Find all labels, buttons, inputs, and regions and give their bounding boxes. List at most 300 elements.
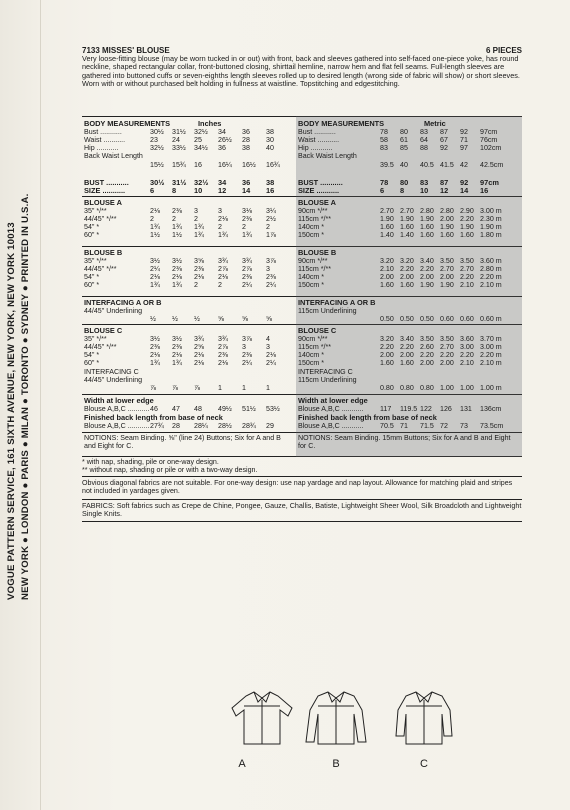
blouse-b-row-value: 2¼ <box>266 281 276 289</box>
interfacing-ab-row-value: 0.60 <box>440 315 454 323</box>
view-b-sketch <box>300 688 372 752</box>
blouse-c-title: BLOUSE C <box>84 326 123 335</box>
footnote-no-nap: ** without nap, shading or pile or with a two-way design. <box>82 466 522 476</box>
blouse-c-row-value: 3.20 <box>380 335 394 343</box>
blouse-a-row-value: 1.40 <box>400 231 414 239</box>
interfacing-c-row-value: ⅞ <box>194 384 200 392</box>
back-waist-row-value: 15¾ <box>172 161 186 169</box>
blouse-c-row-value: 2⅞ <box>218 343 228 351</box>
interfacing-c-row-value: 0.80 <box>380 384 394 392</box>
interfacing-ab-title: INTERFACING A OR B <box>84 298 162 307</box>
interfacing-ab-row-value: 0.60 <box>460 315 474 323</box>
blouse-c-title: BLOUSE C <box>298 326 337 335</box>
blouse-c-row-value: 2.20 <box>380 343 394 351</box>
size-row-value: 8 <box>400 186 405 195</box>
table-rule <box>296 116 522 117</box>
size-row-value: 14 <box>242 186 251 195</box>
blouse-a-row-value: 2½ <box>266 215 276 223</box>
interfacing-ab-row-value: ⅝ <box>266 315 272 323</box>
table-rule <box>82 432 296 433</box>
blouse-b-row-value: 2.70 <box>440 265 454 273</box>
size-row-label: SIZE ........... <box>298 186 340 195</box>
back-length-row-value: 28¾ <box>242 422 256 430</box>
blouse-b-row-value: 2.10 <box>380 265 394 273</box>
waist-row-value: 58 <box>380 136 388 144</box>
size-row-label: SIZE ........... <box>84 186 126 195</box>
blouse-a-row-label: 54" * <box>84 223 100 231</box>
blouse-b-row-value: 2.20 <box>460 273 474 281</box>
waist-row-value: 76cm <box>480 136 498 144</box>
blouse-c-row-value: 3.00 <box>460 343 474 351</box>
blouse-a-title: BLOUSE A <box>84 198 122 207</box>
blouse-a-row-value: 2.70 <box>380 207 394 215</box>
blouse-a-row-value: 1⅞ <box>266 231 276 239</box>
waist-row-value: 71 <box>460 136 468 144</box>
blouse-c-row-label: 35" */** <box>84 335 107 343</box>
blouse-a-row-value: 2.70 <box>400 207 414 215</box>
blouse-c-row-value: 2.20 <box>400 343 414 351</box>
table-rule <box>296 246 522 247</box>
blouse-b-row-value: 2⅛ <box>172 273 182 281</box>
blouse-c-row-label: 44/45" */** <box>84 343 117 351</box>
notions-text: NOTIONS: Seam Binding. 15mm Buttons; Six for A and B and Eight for C. <box>298 434 511 451</box>
blouse-a-row-value: 1.90 m <box>480 223 502 231</box>
blouse-b-row-value: 2.00 <box>440 273 454 281</box>
blouse-c-row-value: 2⅛ <box>172 351 182 359</box>
blouse-b-row-label: 150cm * <box>298 281 325 289</box>
interfacing-c-row-value: 1 <box>266 384 270 392</box>
interfacing-c-title: INTERFACING C <box>84 368 139 376</box>
interfacing-ab-label: 44/45" Underlining <box>84 307 143 315</box>
blouse-b-row-value: 2.00 <box>420 273 434 281</box>
table-rule <box>82 196 296 197</box>
back-length-row-value: 72 <box>440 422 448 430</box>
table-rule <box>296 324 522 325</box>
blouse-c-row-label: 140cm * <box>298 351 325 359</box>
blouse-c-row-value: 3 <box>266 343 270 351</box>
blouse-b-row-label: 60" * <box>84 281 100 289</box>
blouse-c-row-value: 1.60 <box>400 359 414 367</box>
back-length-row-value: 71 <box>400 422 408 430</box>
blouse-c-row-label: 60" * <box>84 359 100 367</box>
blouse-c-row-value: 2⅛ <box>218 359 228 367</box>
size-row-value: 16 <box>266 186 275 195</box>
width-row-value: 122 <box>420 405 432 413</box>
size-row-value: 12 <box>218 186 227 195</box>
blouse-c-row-value: 3.70 m <box>480 335 502 343</box>
blouse-b-row-label: 35" */** <box>84 257 107 265</box>
bust-row-value: 32½ <box>194 128 208 136</box>
interfacing-c-label: 115cm Underlining <box>298 376 357 384</box>
blouse-b-title: BLOUSE B <box>84 248 123 257</box>
blouse-b-row-value: 3.20 <box>400 257 414 265</box>
blouse-b-row-value: 2.10 <box>460 281 474 289</box>
size-row-value: 10 <box>194 186 203 195</box>
blouse-b-row-value: 2⅛ <box>150 273 160 281</box>
notions-text: NOTIONS: Seam Binding. ⅝" (line 24) Buttons; Six for A and B and Eight for C. <box>84 434 281 451</box>
blouse-c-row-value: 2.00 <box>440 359 454 367</box>
blouse-c-row-value: 3.50 <box>420 335 434 343</box>
unit-label: Metric <box>424 119 446 128</box>
blouse-b-row-label: 44/45" */** <box>84 265 117 273</box>
blouse-a-row-value: 3 <box>218 207 222 215</box>
view-a-sketch <box>226 688 298 752</box>
pieces-count: 6 PIECES <box>485 46 522 55</box>
view-c-label: C <box>420 758 428 770</box>
blouse-a-row-value: 2⅜ <box>242 215 252 223</box>
waist-row-value: 30 <box>266 136 274 144</box>
blouse-b-row-value: 1.90 <box>420 281 434 289</box>
interfacing-c-row-value: ⅞ <box>172 384 178 392</box>
back-length-row-value: 29 <box>266 422 274 430</box>
blouse-b-row-value: 3.40 <box>420 257 434 265</box>
size-row-value: 16 <box>480 186 489 195</box>
back-waist-row-value: 42.5cm <box>480 161 504 169</box>
blouse-c-row-value: 1¾ <box>172 359 182 367</box>
blouse-a-row-value: 1¾ <box>172 223 182 231</box>
blouse-a-row-value: 1.60 <box>420 223 434 231</box>
waist-row-value: 28 <box>242 136 250 144</box>
width-row-label: Blouse A,B,C ........... <box>84 405 150 413</box>
interfacing-ab-row-value: 0.50 <box>400 315 414 323</box>
blouse-b-row-value: 2⅜ <box>172 265 182 273</box>
blouse-c-row-label: 54" * <box>84 351 100 359</box>
width-row-value: 51½ <box>242 405 256 413</box>
blouse-c-row-value: 2¼ <box>266 359 276 367</box>
back-waist-row-value: 16¾ <box>266 161 280 169</box>
blouse-c-row-label: 115cm */** <box>298 343 331 351</box>
publisher-cities: NEW YORK ● LONDON ● PARIS ● MILAN ● TORONTO ● SYDNEY ● PRINTED IN U.S.A. <box>20 193 31 600</box>
hip-row-value: 97 <box>460 144 468 152</box>
blouse-a-row-value: 2⅜ <box>172 207 182 215</box>
blouse-c-row-label: 90cm */** <box>298 335 328 343</box>
interfacing-ab-row-value: ½ <box>150 315 156 323</box>
bust-row-value: 38 <box>266 128 274 136</box>
blouse-b-row-value: 2.20 m <box>480 273 502 281</box>
bust-row-value: 80 <box>400 128 408 136</box>
publisher-address: VOGUE PATTERN SERVICE, 161 SIXTH AVENUE, NEW YORK, NEW YORK 10013 <box>6 222 17 600</box>
blouse-a-row-value: 2 <box>242 223 246 231</box>
back-length-row-value: 27¾ <box>150 422 164 430</box>
size-row-value: 8 <box>172 186 177 195</box>
notes-section <box>82 458 522 522</box>
width-row-value: 46 <box>150 405 158 413</box>
table-rule <box>296 196 522 197</box>
hip-row-value: 38 <box>242 144 250 152</box>
interfacing-ab-row-value: 0.50 <box>420 315 434 323</box>
blouse-a-row-value: 1¾ <box>194 223 204 231</box>
blouse-a-row-label: 35" */** <box>84 207 107 215</box>
blouse-a-row-value: 1.90 <box>380 215 394 223</box>
width-row-value: 47 <box>172 405 180 413</box>
bust-size-row-value: 97cm <box>480 178 499 187</box>
waist-row-value: 24 <box>172 136 180 144</box>
bust-row-value: 92 <box>460 128 468 136</box>
bust-size-row-value: 36 <box>242 178 251 187</box>
bust-row-value: 78 <box>380 128 388 136</box>
back-waist-row-value: 40 <box>400 161 408 169</box>
blouse-c-row-value: 2.20 <box>460 351 474 359</box>
blouse-a-row-value: 1.60 <box>400 223 414 231</box>
blouse-c-row-value: 2¼ <box>242 359 252 367</box>
size-row-value: 6 <box>150 186 155 195</box>
pattern-description: Very loose-fitting blouse (may be worn tucked in or out) with front, back and sleeves gathered into self-faced one-piece yoke, has round neckline, shaped rectangular collar, front-buttoned closing, shirttail hemline, narrow hem and flat fell seams. Full-length sleeves are gathered into buttoned cuffs or seven-eighths length sleeves rolled up to desired length (wrong side of fabric will show) or short sleeves. Worn with or without purchased belt holding in fullness at waistline. Topstitching and edgestitching. <box>82 54 520 89</box>
blouse-b-row-value: 3.50 <box>460 257 474 265</box>
blouse-a-row-value: 1.90 <box>400 215 414 223</box>
back-length-title: Finished back length from base of neck <box>298 413 437 422</box>
waist-row-label: Waist ........... <box>84 136 126 144</box>
width-row-value: 136cm <box>480 405 502 413</box>
blouse-a-row-value: 3 <box>194 207 198 215</box>
blouse-b-row-value: 1¾ <box>150 281 160 289</box>
fabrics-list: FABRICS: Soft fabrics such as Crepe de Chine, Pongee, Gauze, Challis, Batiste, Lightweight Sheer Wool, Silk Broadcloth and Lightweight Single Knits. <box>82 499 522 522</box>
blouse-c-row-value: 3 <box>242 343 246 351</box>
blouse-b-row-value: 2⅞ <box>242 265 252 273</box>
bust-size-row-label: BUST ........... <box>298 178 343 187</box>
blouse-a-row-value: 2.80 <box>440 207 454 215</box>
size-row-value: 12 <box>440 186 449 195</box>
interfacing-ab-row-value: ½ <box>172 315 178 323</box>
blouse-a-title: BLOUSE A <box>298 198 336 207</box>
back-length-row-value: 28 <box>172 422 180 430</box>
hip-row-value: 85 <box>400 144 408 152</box>
hip-row-value: 92 <box>440 144 448 152</box>
table-rule <box>296 432 522 433</box>
interfacing-c-row-value: 1.00 <box>460 384 474 392</box>
interfacing-ab-row-value: ⅝ <box>218 315 224 323</box>
interfacing-c-row-value: ⅞ <box>150 384 156 392</box>
blouse-c-row-value: 2.00 <box>400 351 414 359</box>
blouse-b-row-value: 2⅞ <box>218 265 228 273</box>
blouse-c-row-value: 1¾ <box>150 359 160 367</box>
blouse-a-row-label: 140cm * <box>298 223 325 231</box>
blouse-a-row-value: 1.80 m <box>480 231 502 239</box>
blouse-a-row-label: 60" * <box>84 231 100 239</box>
blouse-c-row-value: 2⅜ <box>150 343 160 351</box>
table-rule <box>296 456 522 457</box>
blouse-a-row-value: 1.60 <box>440 231 454 239</box>
blouse-a-row-value: 1.90 <box>420 215 434 223</box>
waist-row-value: 67 <box>440 136 448 144</box>
bust-size-row-value: 83 <box>420 178 429 187</box>
table-rule <box>82 456 296 457</box>
back-length-row-value: 28¼ <box>194 422 208 430</box>
interfacing-c-row-value: 1.00 m <box>480 384 502 392</box>
blouse-a-row-label: 150cm * <box>298 231 325 239</box>
width-title: Width at lower edge <box>298 396 368 405</box>
blouse-b-row-value: 2⅜ <box>194 265 204 273</box>
blouse-b-row-value: 3¾ <box>242 257 252 265</box>
interfacing-c-row-value: 1 <box>218 384 222 392</box>
blouse-a-row-value: 1½ <box>172 231 182 239</box>
blouse-b-row-value: 3½ <box>172 257 182 265</box>
back-waist-label: Back Waist Length <box>84 152 143 160</box>
interfacing-ab-row-value: 0.60 m <box>480 315 502 323</box>
fold-line <box>40 0 41 810</box>
blouse-c-row-value: 4 <box>266 335 270 343</box>
interfacing-c-row-value: 0.80 <box>420 384 434 392</box>
blouse-c-row-value: 3½ <box>150 335 160 343</box>
hip-row-value: 34½ <box>194 144 208 152</box>
body-measurements-title: BODY MEASUREMENTS <box>84 119 171 128</box>
blouse-b-row-value: 3½ <box>150 257 160 265</box>
blouse-c-row-value: 2⅛ <box>150 351 160 359</box>
size-row-value: 6 <box>380 186 385 195</box>
interfacing-ab-row-value: ⅝ <box>242 315 248 323</box>
blouse-c-row-value: 2.20 m <box>480 351 502 359</box>
interfacing-ab-row-value: ½ <box>194 315 200 323</box>
blouse-b-row-value: 3.50 <box>440 257 454 265</box>
footnote-nap: * with nap, shading, pile or one-way design. <box>82 458 219 466</box>
blouse-b-row-value: 3⅝ <box>194 257 204 265</box>
blouse-a-row-value: 1¾ <box>194 231 204 239</box>
blouse-b-row-value: 2¼ <box>242 281 252 289</box>
blouse-a-row-label: 115cm */** <box>298 215 331 223</box>
fabric-advice: Obvious diagonal fabrics are not suitable. For one-way design: use nap yardage and nap layout. Allowance for matching plaid and stripes not included in yardages given. <box>82 478 513 496</box>
hip-row-value: 32½ <box>150 144 164 152</box>
blouse-b-row-label: 54" * <box>84 273 100 281</box>
back-length-row-value: 71.5 <box>420 422 434 430</box>
blouse-c-row-label: 150cm * <box>298 359 325 367</box>
blouse-a-row-value: 2.30 m <box>480 215 502 223</box>
blouse-b-row-value: 2.70 <box>460 265 474 273</box>
blouse-c-row-value: 2⅛ <box>194 351 204 359</box>
table-rule <box>82 296 296 297</box>
blouse-b-row-value: 1.60 <box>400 281 414 289</box>
blouse-b-row-value: 2 <box>194 281 198 289</box>
back-waist-label: Back Waist Length <box>298 152 357 160</box>
blouse-b-row-label: 115cm */** <box>298 265 331 273</box>
width-row-value: 53½ <box>266 405 280 413</box>
blouse-a-row-value: 2.90 <box>460 207 474 215</box>
back-waist-row-value: 40.5 <box>420 161 434 169</box>
blouse-a-row-value: 2⅛ <box>150 207 160 215</box>
blouse-c-row-value: 3⅞ <box>242 335 252 343</box>
bust-row-value: 31½ <box>172 128 186 136</box>
width-row-value: 48 <box>194 405 202 413</box>
blouse-b-row-value: 2⅛ <box>194 273 204 281</box>
width-row-value: 49½ <box>218 405 232 413</box>
width-row-value: 126 <box>440 405 452 413</box>
blouse-a-row-value: 2 <box>194 215 198 223</box>
blouse-a-row-value: 2 <box>150 215 154 223</box>
bust-size-row-value: 34 <box>218 178 227 187</box>
view-b-label: B <box>332 758 340 770</box>
interfacing-c-row-value: 1 <box>242 384 246 392</box>
measurement-tables <box>82 116 522 456</box>
blouse-a-row-label: 44/45" */** <box>84 215 117 223</box>
hip-row-value: 83 <box>380 144 388 152</box>
back-length-row-value: 73.5cm <box>480 422 504 430</box>
size-row-value: 10 <box>420 186 429 195</box>
blouse-a-row-value: 2 <box>172 215 176 223</box>
blouse-c-row-value: 2⅜ <box>218 351 228 359</box>
bust-size-row-label: BUST ........... <box>84 178 129 187</box>
blouse-a-row-label: 90cm */** <box>298 207 328 215</box>
width-row-value: 119.5 <box>400 405 418 413</box>
blouse-c-row-value: 2⅝ <box>194 343 204 351</box>
back-waist-row-value: 16 <box>194 161 202 169</box>
back-length-row-value: 70.5 <box>380 422 394 430</box>
waist-row-label: Waist ........... <box>298 136 340 144</box>
blouse-b-row-value: 2.00 <box>380 273 394 281</box>
back-waist-row-value: 15½ <box>150 161 164 169</box>
width-row-label: Blouse A,B,C ........... <box>298 405 364 413</box>
interfacing-ab-row-value: 0.50 <box>380 315 394 323</box>
blouse-a-row-value: 3.00 m <box>480 207 502 215</box>
blouse-a-row-value: 3⅛ <box>242 207 252 215</box>
blouse-a-row-value: 2 <box>218 223 222 231</box>
blouse-b-title: BLOUSE B <box>298 248 337 257</box>
blouse-a-row-value: 2.20 <box>460 215 474 223</box>
blouse-b-row-label: 90cm */** <box>298 257 328 265</box>
blouse-c-row-value: 2.00 <box>380 351 394 359</box>
bust-row-label: Bust ........... <box>84 128 122 136</box>
blouse-c-row-value: 3¾ <box>218 335 228 343</box>
blouse-b-row-value: 2 <box>218 281 222 289</box>
waist-row-value: 25 <box>194 136 202 144</box>
blouse-c-row-value: 3.60 <box>460 335 474 343</box>
width-row-value: 117 <box>380 405 392 413</box>
bust-row-value: 30½ <box>150 128 164 136</box>
hip-row-label: Hip ........... <box>298 144 333 152</box>
bust-size-row-value: 32½ <box>194 178 209 187</box>
waist-row-value: 61 <box>400 136 408 144</box>
blouse-c-row-value: 2.60 <box>420 343 434 351</box>
blouse-c-row-value: 2.10 <box>460 359 474 367</box>
blouse-c-row-value: 1.60 <box>380 359 394 367</box>
interfacing-ab-label: 115cm Underlining <box>298 307 357 315</box>
bust-size-row-value: 31½ <box>172 178 187 187</box>
blouse-c-row-value: 2.20 <box>440 351 454 359</box>
blouse-b-row-value: 3¾ <box>218 257 228 265</box>
bust-row-value: 36 <box>242 128 250 136</box>
blouse-a-row-value: 2 <box>266 223 270 231</box>
publisher-imprint <box>4 40 40 600</box>
back-length-title: Finished back length from base of neck <box>84 413 223 422</box>
hip-row-value: 102cm <box>480 144 502 152</box>
back-waist-row-value: 16¼ <box>218 161 232 169</box>
blouse-b-row-value: 3.60 m <box>480 257 502 265</box>
blouse-c-row-value: 2⅜ <box>172 343 182 351</box>
back-waist-row-value: 39.5 <box>380 161 394 169</box>
blouse-b-row-value: 2¼ <box>150 265 160 273</box>
hip-row-value: 36 <box>218 144 226 152</box>
blouse-c-row-value: 3.40 <box>400 335 414 343</box>
blouse-c-row-value: 3¾ <box>194 335 204 343</box>
blouse-b-row-value: 1.60 <box>380 281 394 289</box>
table-rule <box>82 394 296 395</box>
blouse-b-row-value: 2.20 <box>400 265 414 273</box>
interfacing-c-title: INTERFACING C <box>298 368 353 376</box>
waist-row-value: 26½ <box>218 136 232 144</box>
blouse-c-row-value: 2⅛ <box>266 351 276 359</box>
blouse-b-row-value: 1¾ <box>172 281 182 289</box>
blouse-a-row-value: 1.60 <box>380 223 394 231</box>
blouse-a-row-value: 1.90 <box>460 223 474 231</box>
metric-table <box>296 116 522 456</box>
back-waist-row-value: 16½ <box>242 161 256 169</box>
blouse-a-row-value: 1.60 <box>420 231 434 239</box>
bust-size-row-value: 87 <box>440 178 449 187</box>
blouse-a-row-value: 1.60 <box>460 231 474 239</box>
blouse-b-row-value: 2.10 m <box>480 281 502 289</box>
blouse-b-row-value: 2⅜ <box>266 273 276 281</box>
blouse-c-row-value: 3½ <box>172 335 182 343</box>
table-rule <box>82 324 296 325</box>
blouse-a-row-value: 1½ <box>150 231 160 239</box>
blouse-c-row-value: 2.20 <box>420 351 434 359</box>
